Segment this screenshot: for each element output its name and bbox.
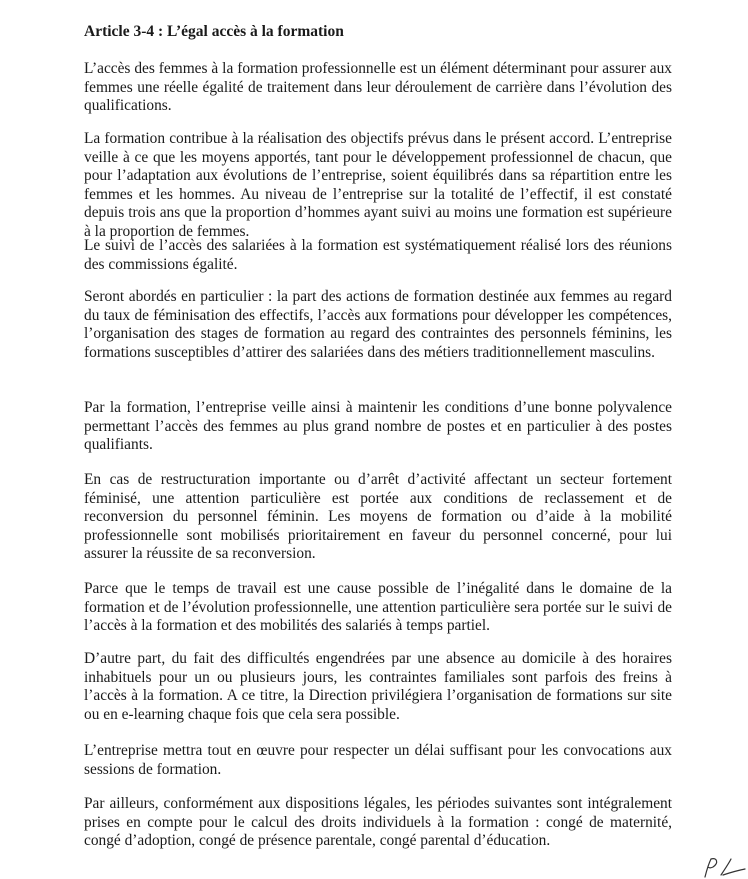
paragraph-family-constraints: D’autre part, du fait des difficultés engendrées par une absence au domicile à des horaires inhabituels pour un ou plusieurs jours, les contraintes familiales sont parfois des freins à l’accès à la formation. A ce titre, la Direction privilégiera l’organisation de formations sur site ou en e-learning chaque fois que cela sera possible. <box>84 650 672 723</box>
paragraph-training-objectives: La formation contribue à la réalisation des objectifs prévus dans le présent accord. L’entreprise veille à ce que les moyens apportés, tant pour le développement professionnel de chacun, que pour l’adaptation aux évolutions de l’entreprise, soient équilibrés dans sa répartition entre les femmes et les hommes. Au niveau de l’entreprise sur la totalité de l’effectif, il est constaté depuis trois ans que la proportion d’hommes ayant suivi au moins une formation est supérieure à la proportion de femmes. <box>84 130 672 240</box>
article-heading: Article 3-4 : L’égal accès à la formation <box>84 23 344 40</box>
paragraph-equality-commissions: Le suivi de l’accès des salariées à la formation est systématiquement réalisé lors des réunions des commissions égalité. <box>84 237 672 273</box>
paragraph-access-importance: L’accès des femmes à la formation professionnelle est un élément déterminant pour assurer aux femmes une réelle égalité de traitement dans leur déroulement de carrière dans l’évolution des qualifications. <box>84 60 672 114</box>
paragraph-topics-addressed: Seront abordés en particulier : la part des actions de formation destinée aux femmes au regard du taux de féminisation des effectifs, l’accès aux formations pour développer les compétences, l’organisation des stages de formation au regard des contraintes des personnels féminins, les formations susceptibles d’attirer des salariées dans des métiers traditionnellement masculins. <box>84 288 672 361</box>
paragraph-restructuring: En cas de restructuration importante ou d’arrêt d’activité affectant un secteur fortement féminisé, une attention particulière est portée aux conditions de reclassement et de reconversion du personnel féminin. Les moyens de formation ou d’aide à la mobilité professionnelle sont mobilisés prioritairement en faveur du personnel concerné, pour lui assurer la réussite de sa reconversion. <box>84 471 672 562</box>
handwritten-initials-signature <box>701 855 747 879</box>
paragraph-legal-periods: Par ailleurs, conformément aux dispositions légales, les périodes suivantes sont intégralement prises en compte pour le calcul des droits individuels à la formation : congé de maternité, congé d’adoption, congé de présence parentale, congé parental d’éducation. <box>84 795 672 849</box>
paragraph-part-time: Parce que le temps de travail est une cause possible de l’inégalité dans le domaine de la formation et de l’évolution professionnelle, une attention particulière sera portée sur le suivi de l’accès à la formation et des mobilités des salariés à temps partiel. <box>84 580 672 634</box>
paragraph-convocations: L’entreprise mettra tout en œuvre pour respecter un délai suffisant pour les convocations aux sessions de formation. <box>84 742 672 778</box>
paragraph-versatility: Par la formation, l’entreprise veille ainsi à maintenir les conditions d’une bonne polyvalence permettant l’accès des femmes au plus grand nombre de postes et en particulier à des postes qualifiants. <box>84 399 672 453</box>
